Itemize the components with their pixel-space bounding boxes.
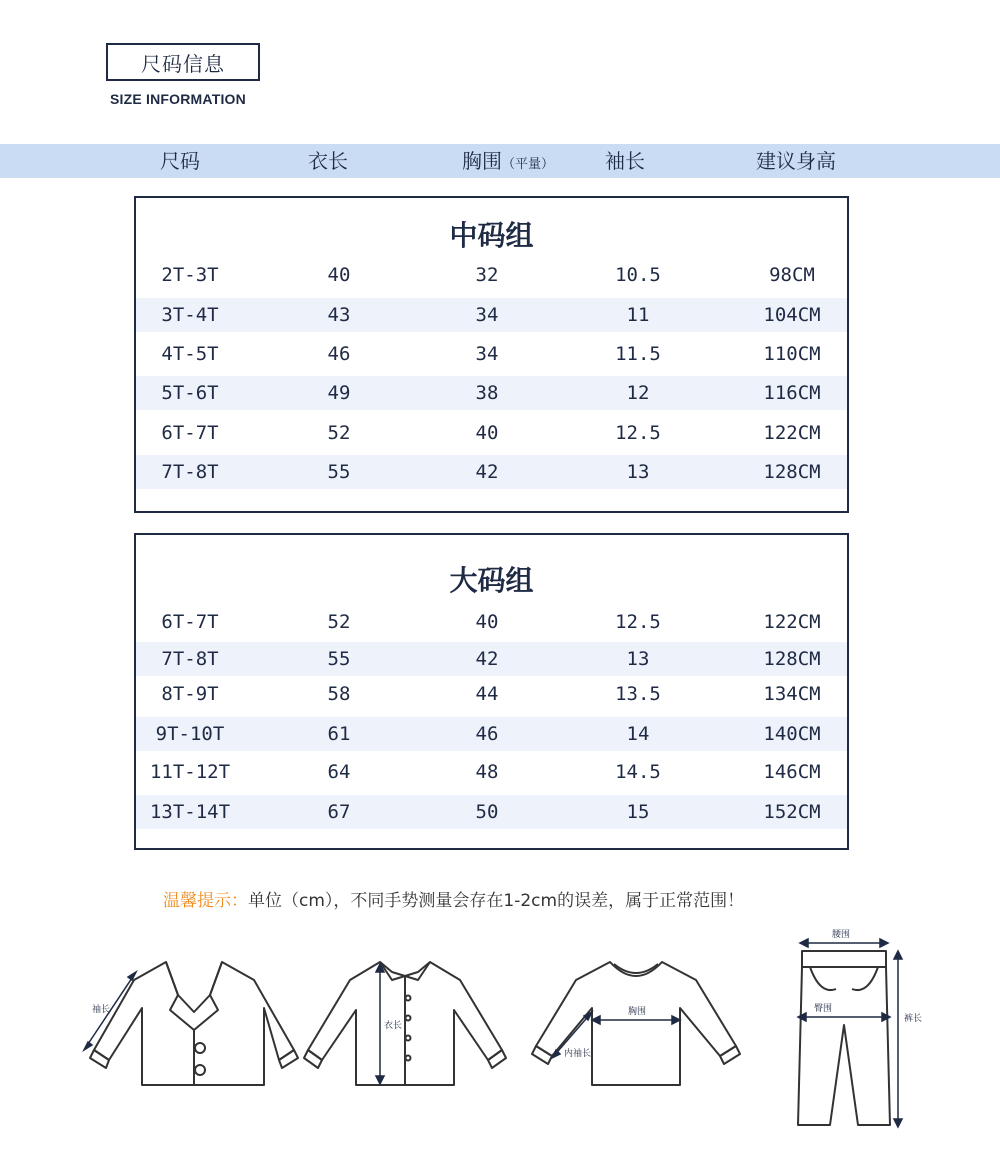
cell-chest: 48 [475, 761, 499, 783]
cell-sleeve: 15 [626, 801, 650, 823]
measurement-note [163, 886, 744, 911]
cell-sleeve: 14 [626, 723, 650, 745]
cell-height: 122CM [763, 611, 821, 633]
cell-height: 122CM [763, 422, 821, 444]
cell-sleeve: 12.5 [615, 422, 661, 444]
cell-length: 61 [327, 723, 351, 745]
col-chest-label: 胸围 [461, 149, 502, 173]
cell-height: 116CM [763, 382, 821, 404]
cell-size: 5T-6T [161, 382, 219, 404]
table-row [136, 755, 847, 789]
sweater-diagram [530, 950, 745, 1090]
cell-chest: 42 [475, 461, 499, 483]
cell-size: 2T-3T [161, 264, 219, 286]
cell-sleeve: 12.5 [615, 611, 661, 633]
cell-size: 6T-7T [161, 422, 219, 444]
group-title: 中码组 [449, 219, 534, 252]
table-row [136, 298, 847, 332]
cell-chest: 44 [475, 683, 499, 705]
table-row [136, 677, 847, 711]
cell-length: 58 [327, 683, 351, 705]
cell-length: 67 [327, 801, 351, 823]
col-size: 尺码 [160, 149, 200, 173]
cell-chest: 38 [475, 382, 499, 404]
size-group-large [134, 533, 849, 850]
table-row [136, 795, 847, 829]
section-title-box [106, 43, 260, 81]
jacket-diagram [74, 950, 299, 1090]
cell-size: 6T-7T [161, 611, 219, 633]
note-text: 单位（cm），不同手势测量会存在1-2cm的误差，属于正常范围！ [248, 891, 745, 911]
pants-hip-label: 臀围 [814, 1004, 833, 1014]
sweater-inner-sleeve-label: 内袖长 [564, 1049, 592, 1059]
cell-size: 8T-9T [161, 683, 219, 705]
cell-height: 110CM [763, 343, 821, 365]
section-title: 尺码信息 [141, 51, 225, 76]
cell-chest: 40 [475, 422, 499, 444]
cell-height: 128CM [763, 648, 821, 670]
cell-sleeve: 14.5 [615, 761, 661, 783]
cell-sleeve: 13 [626, 648, 650, 670]
cell-size: 7T-8T [161, 461, 219, 483]
cell-size: 11T-12T [149, 761, 231, 783]
section-subtitle: SIZE INFORMATION [110, 91, 246, 107]
col-chest [462, 144, 554, 178]
cell-chest: 34 [475, 343, 499, 365]
table-row [136, 605, 847, 639]
cell-chest: 32 [475, 264, 499, 286]
cell-length: 55 [327, 648, 351, 670]
cell-length: 46 [327, 343, 351, 365]
table-row [136, 642, 847, 676]
cell-length: 64 [327, 761, 351, 783]
pants-length-label: 裤长 [904, 1014, 923, 1024]
cell-size: 13T-14T [149, 801, 231, 823]
cell-height: 134CM [763, 683, 821, 705]
cell-size: 7T-8T [161, 648, 219, 670]
col-sleeve: 袖长 [605, 149, 645, 173]
cell-size: 9T-10T [155, 723, 225, 745]
cell-length: 40 [327, 264, 351, 286]
cell-size: 4T-5T [161, 343, 219, 365]
note-label: 温馨提示： [163, 891, 248, 911]
table-row [136, 376, 847, 410]
cell-chest: 46 [475, 723, 499, 745]
cell-sleeve: 11 [626, 304, 650, 326]
size-group-medium [134, 196, 849, 513]
shirt-diagram [300, 950, 510, 1090]
cell-length: 43 [327, 304, 351, 326]
pants-diagram [780, 925, 945, 1130]
cell-height: 128CM [763, 461, 821, 483]
table-row [136, 455, 847, 489]
cell-height: 152CM [763, 801, 821, 823]
cell-height: 146CM [763, 761, 821, 783]
col-length: 衣长 [308, 149, 348, 173]
cell-sleeve: 12 [626, 382, 650, 404]
group-title: 大码组 [449, 564, 534, 597]
table-row [136, 416, 847, 450]
cell-sleeve: 11.5 [615, 343, 661, 365]
cell-chest: 50 [475, 801, 499, 823]
cell-height: 98CM [769, 264, 815, 286]
table-row [136, 337, 847, 371]
cell-length: 55 [327, 461, 351, 483]
jacket-sleeve-label: 袖长 [92, 1005, 111, 1015]
cell-height: 140CM [763, 723, 821, 745]
cell-sleeve: 10.5 [615, 264, 661, 286]
cell-chest: 34 [475, 304, 499, 326]
cell-chest: 40 [475, 611, 499, 633]
cell-sleeve: 13 [626, 461, 650, 483]
table-row [136, 258, 847, 292]
col-chest-note: （平量） [501, 157, 555, 172]
cell-height: 104CM [763, 304, 821, 326]
cell-length: 49 [327, 382, 351, 404]
cell-chest: 42 [475, 648, 499, 670]
column-header-band [0, 144, 1000, 178]
table-row [136, 717, 847, 751]
cell-length: 52 [327, 611, 351, 633]
cell-sleeve: 13.5 [615, 683, 661, 705]
shirt-length-label: 衣长 [384, 1021, 403, 1031]
pants-waist-label: 腰围 [832, 930, 851, 940]
col-height: 建议身高 [756, 149, 836, 173]
cell-size: 3T-4T [161, 304, 219, 326]
sweater-chest-label: 胸围 [628, 1007, 647, 1017]
cell-length: 52 [327, 422, 351, 444]
